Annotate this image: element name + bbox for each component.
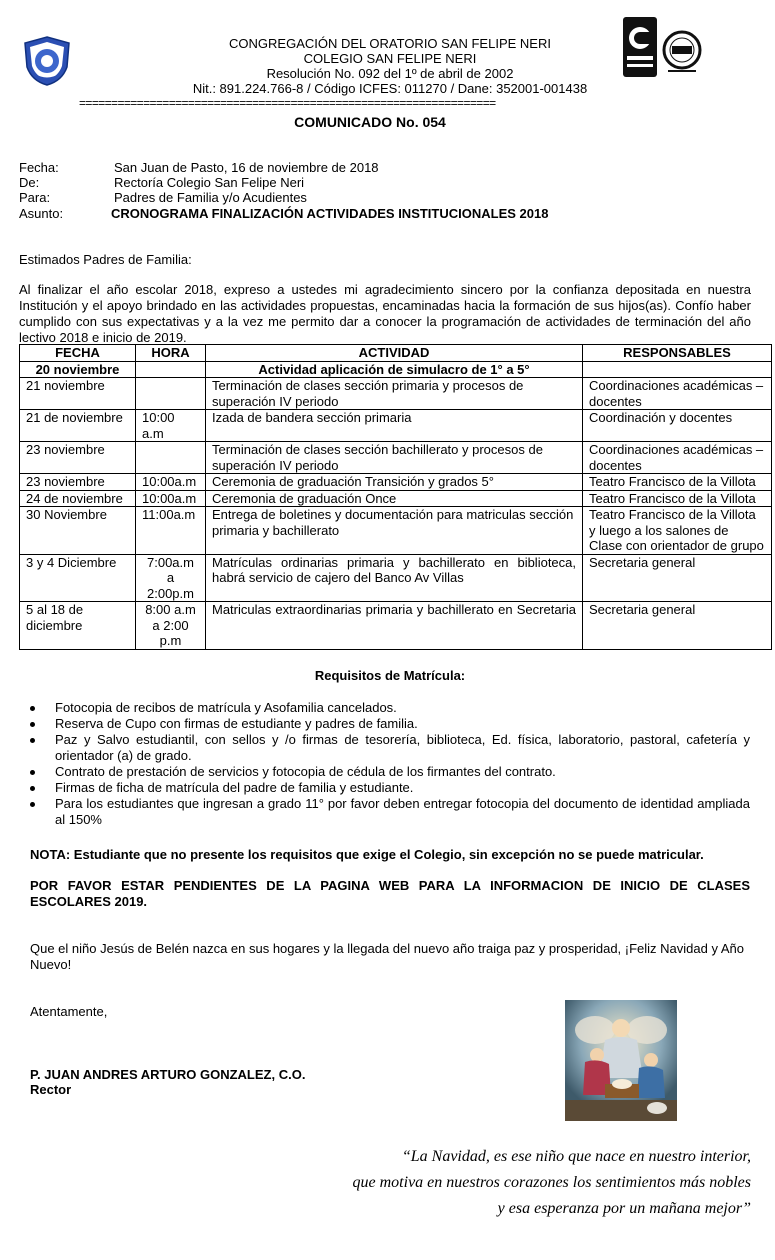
cell-fecha: 3 y 4 Diciembre (20, 554, 136, 602)
christmas-quote (353, 1144, 751, 1222)
list-item-text: Reserva de Cupo con firmas de estudiante y padres de familia. (55, 716, 418, 731)
header-school: COLEGIO SAN FELIPE NERI (303, 51, 477, 66)
greeting: Estimados Padres de Familia: (19, 252, 192, 267)
meta-label: Asunto: (19, 206, 64, 221)
cell-fecha: 20 noviembre (20, 361, 136, 378)
cell-actividad: Matrículas ordinarias primaria y bachillerato en biblioteca, habrá servicio de cajero del Banco Av Villas (206, 554, 583, 602)
cell-actividad: Terminación de clases sección bachillerato y procesos de superación IV periodo (206, 442, 583, 474)
list-item (30, 732, 750, 764)
table-row (20, 378, 772, 410)
header-congregation: CONGREGACIÓN DEL ORATORIO SAN FELIPE NERI (229, 36, 551, 51)
cell-hora (136, 361, 206, 378)
bullet-icon (30, 706, 35, 711)
list-item-text: Fotocopia de recibos de matrícula y Asofamilia cancelados. (55, 700, 397, 715)
requisitos-title: Requisitos de Matrícula: (314, 668, 466, 683)
bullet-icon (30, 770, 35, 775)
list-item (30, 716, 750, 732)
cell-fecha: 5 al 18 de diciembre (20, 602, 136, 650)
cell-hora: 10:00a.m (136, 490, 206, 507)
cell-fecha: 30 Noviembre (20, 507, 136, 555)
cell-fecha: 23 noviembre (20, 474, 136, 491)
cell-responsables: Teatro Francisco de la Villota (583, 474, 772, 491)
table-row (20, 602, 772, 650)
aviso-text: POR FAVOR ESTAR PENDIENTES DE LA PAGINA WEB PARA LA INFORMACION DE INICIO DE CLASES ESCOLARES 2019. (30, 878, 750, 909)
closing-text: Atentamente, (30, 1004, 108, 1019)
deseo-text: Que el niño Jesús de Belén nazca en sus hogares y la llegada del nuevo año traiga paz y prosperidad, ¡Feliz Navidad y Año Nuevo! (30, 941, 745, 972)
cell-hora (136, 442, 206, 474)
cell-responsables: Teatro Francisco de la Villota y luego a los salones de Clase con orientador de grupo (583, 507, 772, 555)
meta-value: Rectoría Colegio San Felipe Neri (114, 175, 305, 190)
list-item (30, 764, 750, 780)
cell-hora: 7:00a.m a 2:00p.m (136, 554, 206, 602)
cell-responsables: Coordinaciones académicas – docentes (583, 378, 772, 410)
cell-actividad: Izada de bandera sección primaria (206, 410, 583, 442)
signer-name: P. JUAN ANDRES ARTURO GONZALEZ, C.O. (30, 1067, 306, 1082)
cell-responsables (583, 361, 772, 378)
table-row (20, 442, 772, 474)
meta-value: Padres de Familia y/o Acudientes (114, 190, 307, 205)
cell-responsables: Secretaria general (583, 602, 772, 650)
meta-label: Fecha: (19, 160, 59, 175)
bullet-icon (30, 738, 35, 743)
cell-actividad: Ceremonia de graduación Once (206, 490, 583, 507)
cell-hora: 10:00a.m (136, 474, 206, 491)
quote-line: y esa esperanza por un mañana mejor” (497, 1200, 751, 1217)
cell-responsables: Secretaria general (583, 554, 772, 602)
list-item-text: Paz y Salvo estudiantil, con sellos y /o firmas de tesorería, biblioteca, Ed. física, laboratorio, pastoral, cafetería y orientador (a) de grado. (55, 732, 750, 763)
meta-value: CRONOGRAMA FINALIZACIÓN ACTIVIDADES INSTITUCIONALES 2018 (111, 206, 549, 221)
cell-responsables: Coordinación y docentes (583, 410, 772, 442)
nota-text: NOTA: Estudiante que no presente los requisitos que exige el Colegio, sin excepción no se puede matricular. (30, 847, 704, 862)
requisitos-list (30, 700, 750, 828)
cell-fecha: 23 noviembre (20, 442, 136, 474)
bullet-icon (30, 802, 35, 807)
intro-paragraph: Al finalizar el año escolar 2018, expreso a ustedes mi agradecimiento sincero por la confianza depositada en nuestra Institución y el apoyo brindado en las actividades propuestas, encaminadas hacia la formación de sus hijos(as). Confío haber cumplido con sus expectativas y a la vez me permito dar a conocer la programación de actividades de terminación del año lectivo 2018 e inicio de 2019. (19, 282, 751, 345)
icontec-iso9001-icon (622, 16, 658, 82)
meta-value: San Juan de Pasto, 16 de noviembre de 2018 (114, 160, 379, 175)
list-item-text: Firmas de ficha de matrícula del padre de familia y estudiante. (55, 780, 414, 795)
cell-hora: 8:00 a.m a 2:00 p.m (136, 602, 206, 650)
cell-fecha: 24 de noviembre (20, 490, 136, 507)
list-item (30, 780, 750, 796)
cell-fecha: 21 noviembre (20, 378, 136, 410)
header-codes: Nit.: 891.224.766-8 / Código ICFES: 011270 / Dane: 352001-001438 (192, 81, 588, 96)
schedule-table (19, 344, 772, 650)
column-header: FECHA (20, 345, 136, 362)
cell-actividad: Actividad aplicación de simulacro de 1° a 5° (206, 361, 583, 378)
cell-hora: 10:00 a.m (136, 410, 206, 442)
column-header: ACTIVIDAD (206, 345, 583, 362)
cell-responsables: Coordinaciones académicas – docentes (583, 442, 772, 474)
table-row (20, 474, 772, 491)
cell-actividad: Terminación de clases sección primaria y procesos de superación IV periodo (206, 378, 583, 410)
cell-hora (136, 378, 206, 410)
signer-role: Rector (30, 1082, 72, 1097)
document-title: COMUNICADO No. 054 (294, 114, 446, 130)
quote-line: “La Navidad, es ese niño que nace en nuestro interior, (401, 1148, 751, 1165)
list-item (30, 796, 750, 828)
cell-actividad: Ceremonia de graduación Transición y grados 5° (206, 474, 583, 491)
meta-label: De: (19, 175, 40, 190)
cell-hora: 11:00a.m (136, 507, 206, 555)
cell-actividad: Matriculas extraordinarias primaria y bachillerato en Secretaria (206, 602, 583, 650)
table-header-row (20, 345, 772, 362)
header-divider: ================================================================= (79, 96, 496, 110)
nativity-scene-icon (565, 1000, 677, 1121)
school-crest-icon (22, 35, 72, 87)
table-row (20, 410, 772, 442)
iqnet-certification-icon (662, 30, 702, 74)
meta-label: Para: (19, 190, 51, 205)
table-row (20, 554, 772, 602)
cell-responsables: Teatro Francisco de la Villota (583, 490, 772, 507)
list-item-text: Para los estudiantes que ingresan a grado 11° por favor deben entregar fotocopia del documento de identidad ampliada al 150% (55, 796, 750, 827)
header-resolution: Resolución No. 092 del 1º de abril de 2002 (266, 66, 514, 81)
table-row (20, 490, 772, 507)
list-item-text: Contrato de prestación de servicios y fotocopia de cédula de los firmantes del contrato. (55, 764, 556, 779)
cell-actividad: Entrega de boletines y documentación para matriculas sección primaria y bachillerato (206, 507, 583, 555)
quote-line: que motiva en nuestros corazones los sentimientos más nobles (352, 1174, 751, 1191)
column-header: HORA (136, 345, 206, 362)
column-header: RESPONSABLES (583, 345, 772, 362)
bullet-icon (30, 786, 35, 791)
table-row (20, 507, 772, 555)
cell-fecha: 21 de noviembre (20, 410, 136, 442)
list-item (30, 700, 750, 716)
table-row (20, 361, 772, 378)
bullet-icon (30, 722, 35, 727)
